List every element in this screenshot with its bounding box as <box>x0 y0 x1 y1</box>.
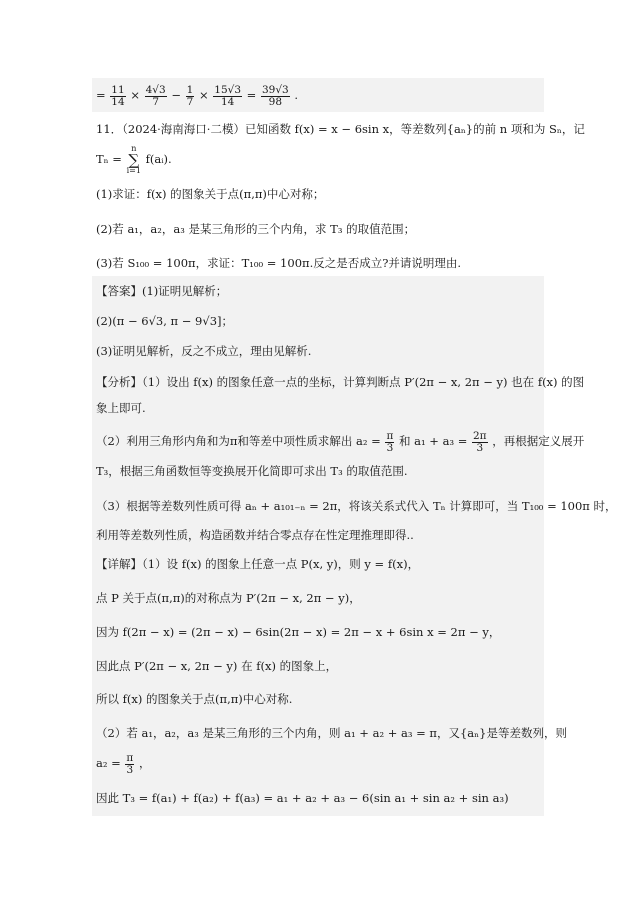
analysis-line-1b: 象上即可. <box>96 401 146 415</box>
question-2: (2)若 a₁，a₂，a₃ 是某三角形的三个内角，求 T₃ 的取值范围； <box>96 222 416 236</box>
problem-line-2: Tₙ = n ∑ i=1 f(aᵢ). <box>96 144 172 175</box>
fraction: $\frac{11}{14}$ <box>111 83 125 108</box>
fraction: $\frac{39√3}{98}$ <box>261 83 289 108</box>
analysis-line-1a: 【分析】（1）设出 f(x) 的图象任意一点的坐标，计算判断点 P′(2π − x, 2π − y) 也在 f(x) 的图 <box>96 375 585 389</box>
analysis-line-3b: 利用等差数列性质，构造函数并结合零点存在性定理推理即得.. <box>96 528 414 542</box>
analysis-line-3a: （3）根据等差数列性质可得 aₙ + a₁₀₁₋ₙ = 2π，将该关系式代入 Tₙ 计算即可，当 T₁₀₀ = 100π 时， <box>96 499 617 513</box>
detail-line-1: 【详解】（1）设 f(x) 的图象上任意一点 P(x, y)，则 y = f(x)， <box>96 557 420 571</box>
fraction: $\frac{15√3}{14}$ <box>214 83 242 108</box>
top-calculation: = $\frac{11}{14}$ × $\frac{4√3}{7}$ − $\frac{1}{7}$ × $\frac{15√3}{14}$ = $\frac{39√3}{98}$ . <box>96 83 299 108</box>
detail-line-6: （2）若 a₁，a₂，a₃ 是某三角形的三个内角，则 a₁ + a₂ + a₃ = π，又{aₙ}是等差数列，则 <box>96 726 567 740</box>
answer-line-3: (3)证明见解析，反之不成立，理由见解析. <box>96 344 312 358</box>
analysis-line-2b: T₃，根据三角函数恒等变换展开化简即可求出 T₃ 的取值范围. <box>96 464 408 478</box>
detail-line-5: 所以 f(x) 的图象关于点(π,π)中心对称. <box>96 692 293 706</box>
detail-line-2: 点 P 关于点(π,π)的对称点为 P′(2π − x, 2π − y)， <box>96 591 361 605</box>
question-3: (3)若 S₁₀₀ = 100π，求证：T₁₀₀ = 100π.反之是否成立?并请说明理由. <box>96 256 462 270</box>
answer-line-1: 【答案】(1)证明见解析； <box>96 284 228 298</box>
fraction: $\frac{\pi}{3}$ <box>386 429 394 454</box>
fraction: $\frac{4√3}{7}$ <box>145 83 166 108</box>
detail-line-8: 因此 T₃ = f(a₁) + f(a₂) + f(a₃) = a₁ + a₂ + a₃ − 6(sin a₁ + sin a₂ + sin a₃) <box>96 791 509 805</box>
fraction: $\frac{2\pi}{3}$ <box>473 429 487 454</box>
fraction: $\frac{1}{7}$ <box>186 83 194 108</box>
answer-line-2: (2)(π − 6√3, π − 9√3]； <box>96 314 234 328</box>
detail-line-3: 因为 f(2π − x) = (2π − x) − 6sin(2π − x) = 2π − x + 6sin x = 2π − y， <box>96 625 501 639</box>
analysis-line-2a: （2）利用三角形内角和为π和等差中项性质求解出 a₂ = $\frac{\pi}{3}$ 和 a₁ + a₃ = $\frac{2\pi}{3}$ ，再根据定义展开 <box>96 429 585 454</box>
detail-line-4: 因此点 P′(2π − x, 2π − y) 在 f(x) 的图象上， <box>96 659 338 673</box>
question-1: (1)求证：f(x) 的图象关于点(π,π)中心对称； <box>96 187 325 201</box>
fraction: $\frac{\pi}{3}$ <box>126 751 134 776</box>
summation: n ∑ i=1 <box>126 144 141 175</box>
problem-line-1: 11．（2024·海南海口·二模）已知函数 f(x) = x − 6sin x，等差数列{aₙ}的前 n 项和为 Sₙ，记 <box>96 122 585 136</box>
detail-line-7: a₂ = $\frac{\pi}{3}$ ， <box>96 751 151 776</box>
